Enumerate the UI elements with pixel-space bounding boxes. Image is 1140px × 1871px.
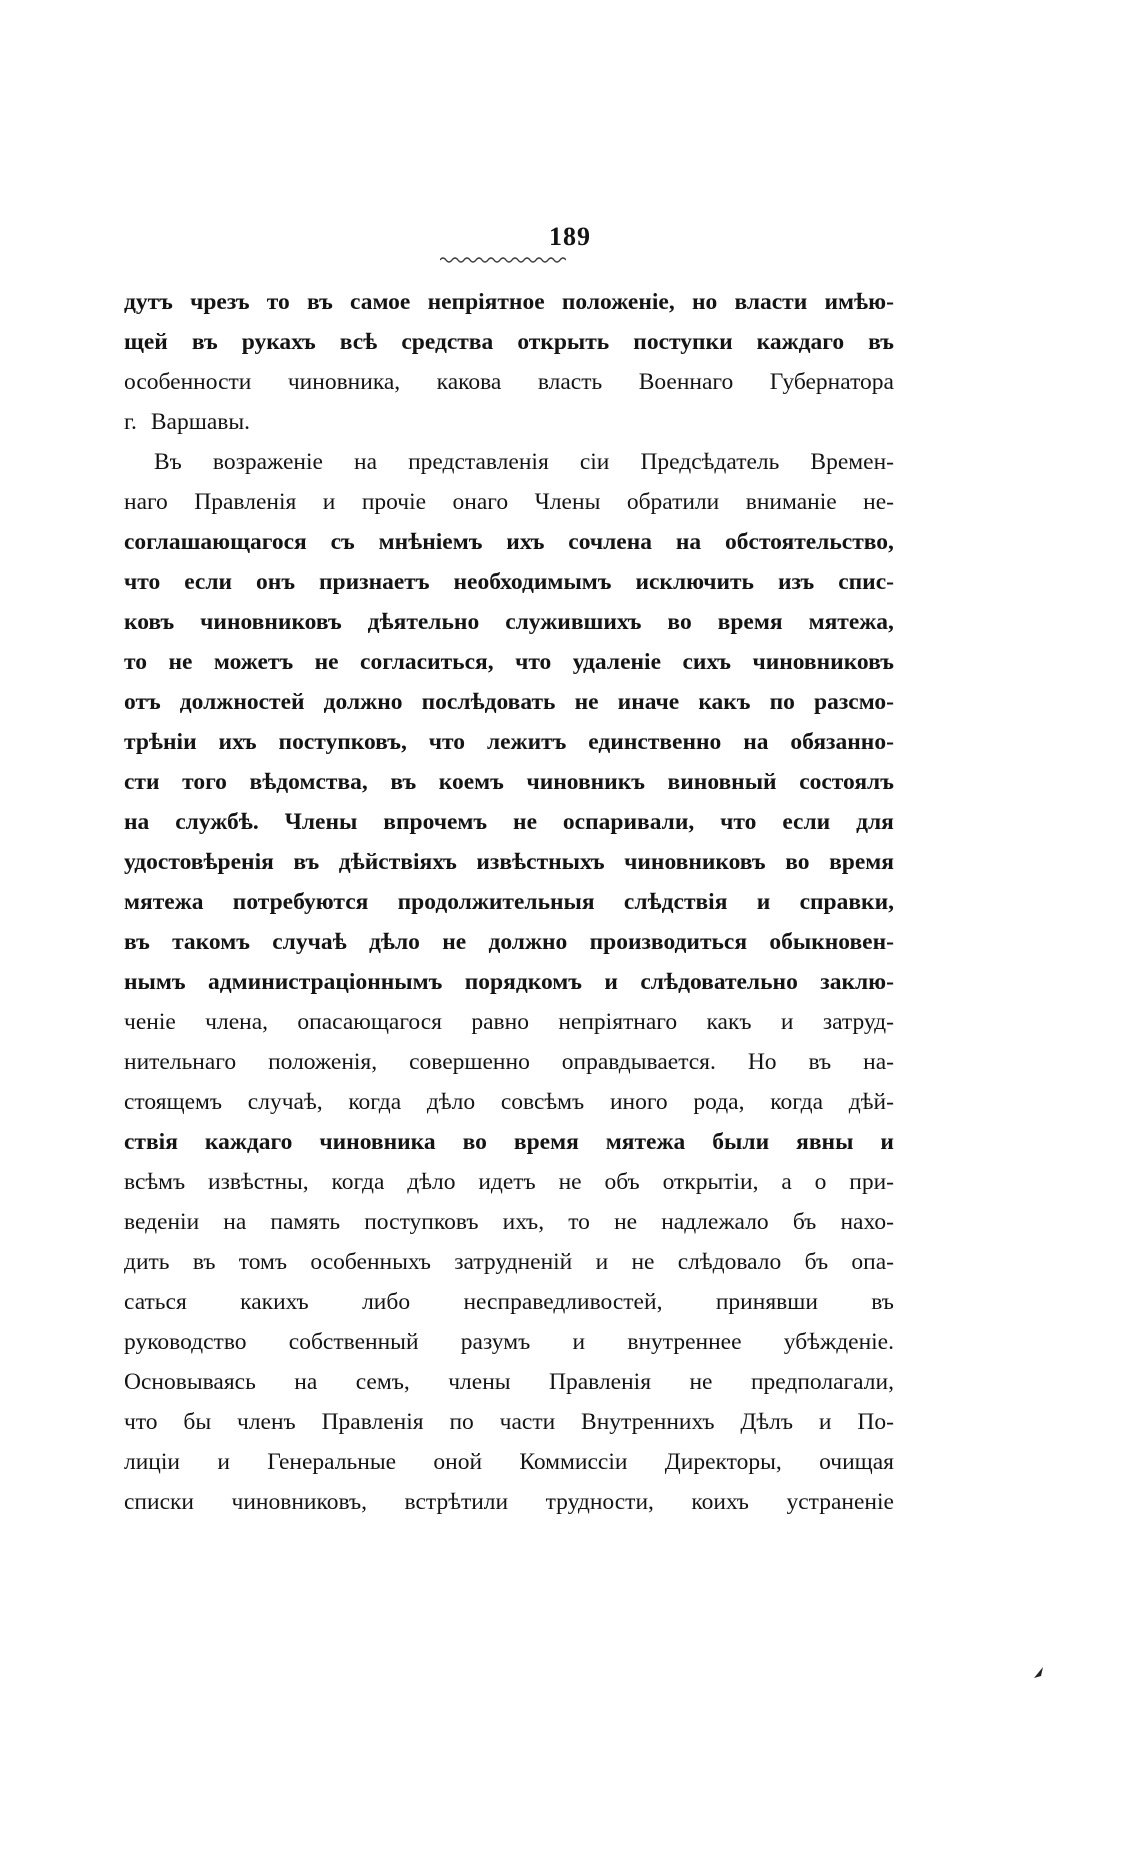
text-word: совсѣмъ [500, 1089, 585, 1115]
text-word: продолжительныя [397, 889, 595, 915]
text-word: состоялъ [799, 769, 894, 795]
text-word: на [675, 529, 702, 555]
text-word: руководство [124, 1329, 247, 1355]
text-word: случаѣ [272, 929, 347, 955]
text-word: коихъ [691, 1489, 749, 1515]
text-line [124, 442, 894, 482]
text-word: внутреннее [627, 1329, 742, 1355]
text-word: время [717, 609, 783, 635]
text-word: извѣстныхъ [476, 849, 605, 875]
text-word: саться [124, 1289, 187, 1315]
text-word: въ [808, 1049, 832, 1075]
text-line [124, 1402, 894, 1442]
text-word: наго [124, 489, 168, 515]
text-word: не [558, 1169, 582, 1195]
text-word: всѣмъ [124, 1169, 186, 1195]
text-word: веденіи [124, 1209, 200, 1235]
text-word: время [513, 1129, 579, 1155]
text-word: дѣло [368, 929, 420, 955]
text-line [124, 842, 894, 882]
text-word: и [604, 969, 618, 995]
text-word: службѣ. [175, 809, 259, 835]
text-line [124, 1162, 894, 1202]
text-word: власть [537, 369, 603, 395]
text-word: Коммиссіи [519, 1449, 628, 1475]
text-word: когда [331, 1169, 385, 1195]
text-word: всѣ [339, 329, 378, 355]
body-text [124, 282, 894, 1522]
text-word: слѣдовало [677, 1249, 782, 1275]
text-word: изъ [777, 569, 815, 595]
text-word: и [880, 1129, 894, 1155]
text-word: заклю- [820, 969, 894, 995]
text-line [124, 282, 894, 322]
text-word: что [124, 1409, 158, 1435]
text-word: Правленія [321, 1409, 424, 1435]
text-word: непріятнаго [558, 1009, 678, 1035]
text-word: по [769, 689, 795, 715]
text-word: каждаго [756, 329, 845, 355]
text-word: бъ [804, 1249, 829, 1275]
text-word: поступковъ, [278, 729, 407, 755]
text-word: можетъ [213, 649, 294, 675]
text-word: какова [436, 369, 502, 395]
text-word: съ [330, 529, 355, 555]
text-word: по [449, 1409, 474, 1435]
text-word: имѣю- [824, 289, 894, 315]
text-line [124, 1482, 894, 1522]
text-word: оправдывается. [561, 1049, 716, 1075]
text-line [124, 1082, 894, 1122]
text-word: слѣдовательно [640, 969, 798, 995]
text-word: на [743, 729, 769, 755]
text-word: Генеральные [267, 1449, 397, 1475]
text-word: Члены [534, 489, 601, 515]
text-word: въ [192, 1249, 216, 1275]
text-word: во [667, 609, 692, 635]
text-word: встрѣтили [404, 1489, 509, 1515]
text-word: иного [609, 1089, 668, 1115]
text-word: то [568, 1209, 590, 1235]
text-line [124, 1202, 894, 1242]
text-word: должно [488, 929, 568, 955]
text-word: чиновниковъ [752, 649, 894, 675]
text-word: не [631, 1249, 655, 1275]
text-word: прочіе [361, 489, 427, 515]
text-line [124, 362, 894, 402]
text-word: память [270, 1209, 341, 1235]
text-word: должностей [179, 689, 305, 715]
text-word: Директоры, [664, 1449, 782, 1475]
text-word: обстоятельство, [725, 529, 894, 555]
text-word: въ [871, 1289, 894, 1315]
text-word: Дѣлъ [740, 1409, 794, 1435]
text-word: затрудненій [454, 1249, 573, 1275]
text-line [124, 1002, 894, 1042]
text-word: затруд- [822, 1009, 894, 1035]
text-word: Въ [154, 449, 182, 475]
text-word: время [829, 849, 894, 875]
text-word: въ [390, 769, 417, 795]
text-word: дѣло [426, 1089, 476, 1115]
text-word: положенія, [268, 1049, 378, 1075]
text-word: явны [796, 1129, 854, 1155]
text-word: служившихъ [505, 609, 642, 635]
text-word: порядкомъ [464, 969, 582, 995]
text-word: какихъ [240, 1289, 309, 1315]
text-word: ихъ, [502, 1209, 545, 1235]
text-word: рукахъ [241, 329, 316, 355]
text-word: Губернатора [769, 369, 894, 395]
text-word: сіи [579, 449, 610, 475]
text-line [124, 1322, 894, 1362]
text-line [124, 802, 894, 842]
text-word: чиновниковъ, [231, 1489, 367, 1515]
text-word: разумъ [460, 1329, 531, 1355]
text-word: опасающагося [297, 1009, 442, 1035]
text-word: нительнаго [124, 1049, 237, 1075]
text-line [124, 1042, 894, 1082]
text-line [124, 1122, 894, 1162]
text-word: не [442, 929, 467, 955]
text-word: дѣй- [848, 1089, 894, 1115]
text-word: когда [770, 1089, 824, 1115]
text-word: открытіи, [662, 1169, 759, 1195]
text-word: то [124, 649, 147, 675]
text-word: спис- [838, 569, 894, 595]
text-word: ствія [124, 1129, 178, 1155]
text-line [124, 882, 894, 922]
text-word: положеніе, [561, 289, 675, 315]
text-word: дѣйствіяхъ [338, 849, 457, 875]
text-line [124, 682, 894, 722]
text-line [124, 482, 894, 522]
text-word: не- [863, 489, 894, 515]
text-word: чиновниковъ [200, 609, 342, 635]
text-word: мятежа [124, 889, 204, 915]
text-word: для [856, 809, 894, 835]
text-word: стоящемъ [124, 1089, 223, 1115]
text-word: соглашающагося [124, 529, 307, 555]
text-word: ковъ [124, 609, 175, 635]
text-word: представленія [408, 449, 549, 475]
text-word: возраженіе [212, 449, 323, 475]
text-word: на [124, 809, 150, 835]
text-line [124, 1442, 894, 1482]
text-word: Члены [284, 809, 358, 835]
text-word: удостовѣренія [124, 849, 274, 875]
text-word: г. [124, 409, 137, 435]
text-word: слѣдствія [623, 889, 728, 915]
text-word: трѣніи [124, 729, 197, 755]
text-word: сихъ [682, 649, 731, 675]
text-word: и [217, 1449, 230, 1475]
text-word: были [712, 1129, 770, 1155]
text-word: а [781, 1169, 792, 1195]
text-word: во [785, 849, 810, 875]
text-word: на [294, 1369, 318, 1395]
text-word: власти [734, 289, 808, 315]
text-line [124, 402, 894, 442]
text-word: особенныхъ [310, 1249, 431, 1275]
margin-speck [1032, 1664, 1046, 1680]
text-word: не [574, 689, 599, 715]
text-word: самое [350, 289, 411, 315]
text-word: въ [191, 329, 218, 355]
text-word: каждаго [204, 1129, 293, 1155]
text-word: не [513, 809, 538, 835]
text-word: списки [124, 1489, 195, 1515]
text-word: нахо- [840, 1209, 894, 1235]
text-word: какъ [706, 1009, 752, 1035]
text-word: сти [124, 769, 160, 795]
text-word: собственный [288, 1329, 419, 1355]
text-word: чиновника, [287, 369, 401, 395]
text-word: вѣдомства, [249, 769, 368, 795]
text-word: устраненіе [786, 1489, 894, 1515]
text-word: поступки [633, 329, 733, 355]
text-word: дѣло [407, 1169, 456, 1195]
text-word: ихъ [506, 529, 545, 555]
text-word: членъ [237, 1409, 296, 1435]
text-word: согласиться, [360, 649, 494, 675]
text-word: и [756, 889, 771, 915]
text-word: обыкновен- [769, 929, 894, 955]
text-line [124, 962, 894, 1002]
text-word: бъ [792, 1209, 817, 1235]
text-word: Военнаго [638, 369, 734, 395]
text-word: трудности, [545, 1489, 654, 1515]
text-word: либо [362, 1289, 411, 1315]
text-word: и [780, 1009, 794, 1035]
text-word: члена, [205, 1009, 269, 1035]
text-word: Внутреннихъ [581, 1409, 715, 1435]
text-word: лежитъ [486, 729, 567, 755]
text-word: чиновниковъ [624, 849, 766, 875]
text-word: томъ [238, 1249, 288, 1275]
text-word: нымъ [124, 969, 186, 995]
text-line [124, 562, 894, 602]
text-word: онъ [256, 569, 296, 595]
text-word: обратили [626, 489, 720, 515]
text-word: ченіе [124, 1009, 176, 1035]
text-word: но [691, 289, 718, 315]
text-word: единственно [588, 729, 722, 755]
text-word: что [124, 569, 161, 595]
text-word: чиновника [319, 1129, 436, 1155]
text-word: дить [124, 1249, 170, 1275]
text-word: не [314, 649, 339, 675]
text-word: лиціи [124, 1449, 180, 1475]
text-word: предполагали, [750, 1369, 894, 1395]
text-word: что [515, 649, 552, 675]
text-line [124, 1242, 894, 1282]
text-word: Предсѣдатель [640, 449, 780, 475]
text-word: того [182, 769, 227, 795]
text-word: мятежа, [808, 609, 894, 635]
text-word: непріятное [427, 289, 545, 315]
text-line [124, 722, 894, 762]
text-word: случаѣ, [247, 1089, 323, 1115]
text-word: если [782, 809, 831, 835]
text-word: Времен- [810, 449, 894, 475]
text-line [124, 762, 894, 802]
text-word: исключить [635, 569, 754, 595]
text-word: ихъ [218, 729, 257, 755]
text-word: на- [863, 1049, 894, 1075]
text-word: Правленія [194, 489, 297, 515]
text-word: виновный [667, 769, 777, 795]
text-word: надлежало [661, 1209, 769, 1235]
text-word: необходимымъ [453, 569, 612, 595]
text-line [124, 922, 894, 962]
text-word: что [428, 729, 466, 755]
text-line [124, 322, 894, 362]
text-word: впрочемъ [383, 809, 488, 835]
text-word: какъ [698, 689, 751, 715]
text-word: Варшавы. [150, 409, 251, 435]
text-word: и [322, 489, 336, 515]
text-word: разсмо- [814, 689, 894, 715]
text-word: не [614, 1209, 638, 1235]
text-word: щей [124, 329, 168, 355]
text-word: на [223, 1209, 247, 1235]
text-word: если [184, 569, 233, 595]
text-line [124, 602, 894, 642]
page-number-ornament [440, 254, 566, 264]
text-word: иначе [617, 689, 680, 715]
text-word: онаго [452, 489, 509, 515]
text-word: Но [747, 1049, 777, 1075]
text-word: о [814, 1169, 827, 1195]
text-word: въ [293, 849, 320, 875]
text-word: равно [471, 1009, 529, 1035]
text-word: на [354, 449, 378, 475]
text-word: вниманіе [745, 489, 837, 515]
text-word: принявши [715, 1289, 818, 1315]
text-word: не [168, 649, 193, 675]
text-word: такомъ [172, 929, 250, 955]
text-word: члены [448, 1369, 511, 1395]
text-word: и [595, 1249, 609, 1275]
text-word: когда [348, 1089, 402, 1115]
text-word: мнѣніемъ [378, 529, 483, 555]
text-word: должно [323, 689, 403, 715]
text-word: во [462, 1129, 487, 1155]
text-word: поступковъ [364, 1209, 479, 1235]
text-word: потребуются [232, 889, 369, 915]
text-word: производиться [589, 929, 748, 955]
text-word: справки, [799, 889, 894, 915]
text-word: идетъ [478, 1169, 536, 1195]
text-word: Правленія [549, 1369, 652, 1395]
text-word: сочлена [568, 529, 652, 555]
text-word: Основываясь [124, 1369, 256, 1395]
text-word: части [499, 1409, 556, 1435]
text-word: оной [433, 1449, 483, 1475]
text-word: бы [183, 1409, 212, 1435]
text-word: семъ, [355, 1369, 410, 1395]
text-word: въ [306, 289, 333, 315]
text-word: извѣстны, [208, 1169, 309, 1195]
text-word: дѣятельно [367, 609, 480, 635]
text-word: объ [604, 1169, 640, 1195]
text-word: коемъ [438, 769, 504, 795]
text-word: администраціоннымъ [208, 969, 443, 995]
text-word: совершенно [409, 1049, 530, 1075]
text-word: удаленіе [572, 649, 661, 675]
text-word: средства [401, 329, 494, 355]
text-word: По- [857, 1409, 894, 1435]
text-word: опа- [851, 1249, 894, 1275]
text-word: дутъ [124, 289, 173, 315]
text-word: признаетъ [318, 569, 430, 595]
text-line [124, 1282, 894, 1322]
text-word: рода, [693, 1089, 745, 1115]
text-word: особенности [124, 369, 252, 395]
text-word: обязанно- [790, 729, 894, 755]
text-word: послѣдовать [421, 689, 556, 715]
text-line [124, 522, 894, 562]
text-word: убѣжденіе. [783, 1329, 894, 1355]
text-word: отъ [124, 689, 161, 715]
text-word: мятежа [605, 1129, 686, 1155]
text-word: открыть [517, 329, 610, 355]
text-word: оспаривали, [562, 809, 695, 835]
text-word: что [720, 809, 757, 835]
text-word: въ [868, 329, 894, 355]
page-number: 189 [549, 222, 591, 251]
text-line [124, 1362, 894, 1402]
text-word: чиновникъ [526, 769, 645, 795]
text-word: очищая [819, 1449, 894, 1475]
text-word: чрезъ [190, 289, 250, 315]
text-word: не [689, 1369, 713, 1395]
text-line [124, 642, 894, 682]
text-word: и [572, 1329, 586, 1355]
text-word: и [818, 1409, 832, 1435]
text-word: при- [849, 1169, 894, 1195]
text-word: несправедливостей, [463, 1289, 663, 1315]
text-word: то [266, 289, 290, 315]
text-word: въ [124, 929, 150, 955]
